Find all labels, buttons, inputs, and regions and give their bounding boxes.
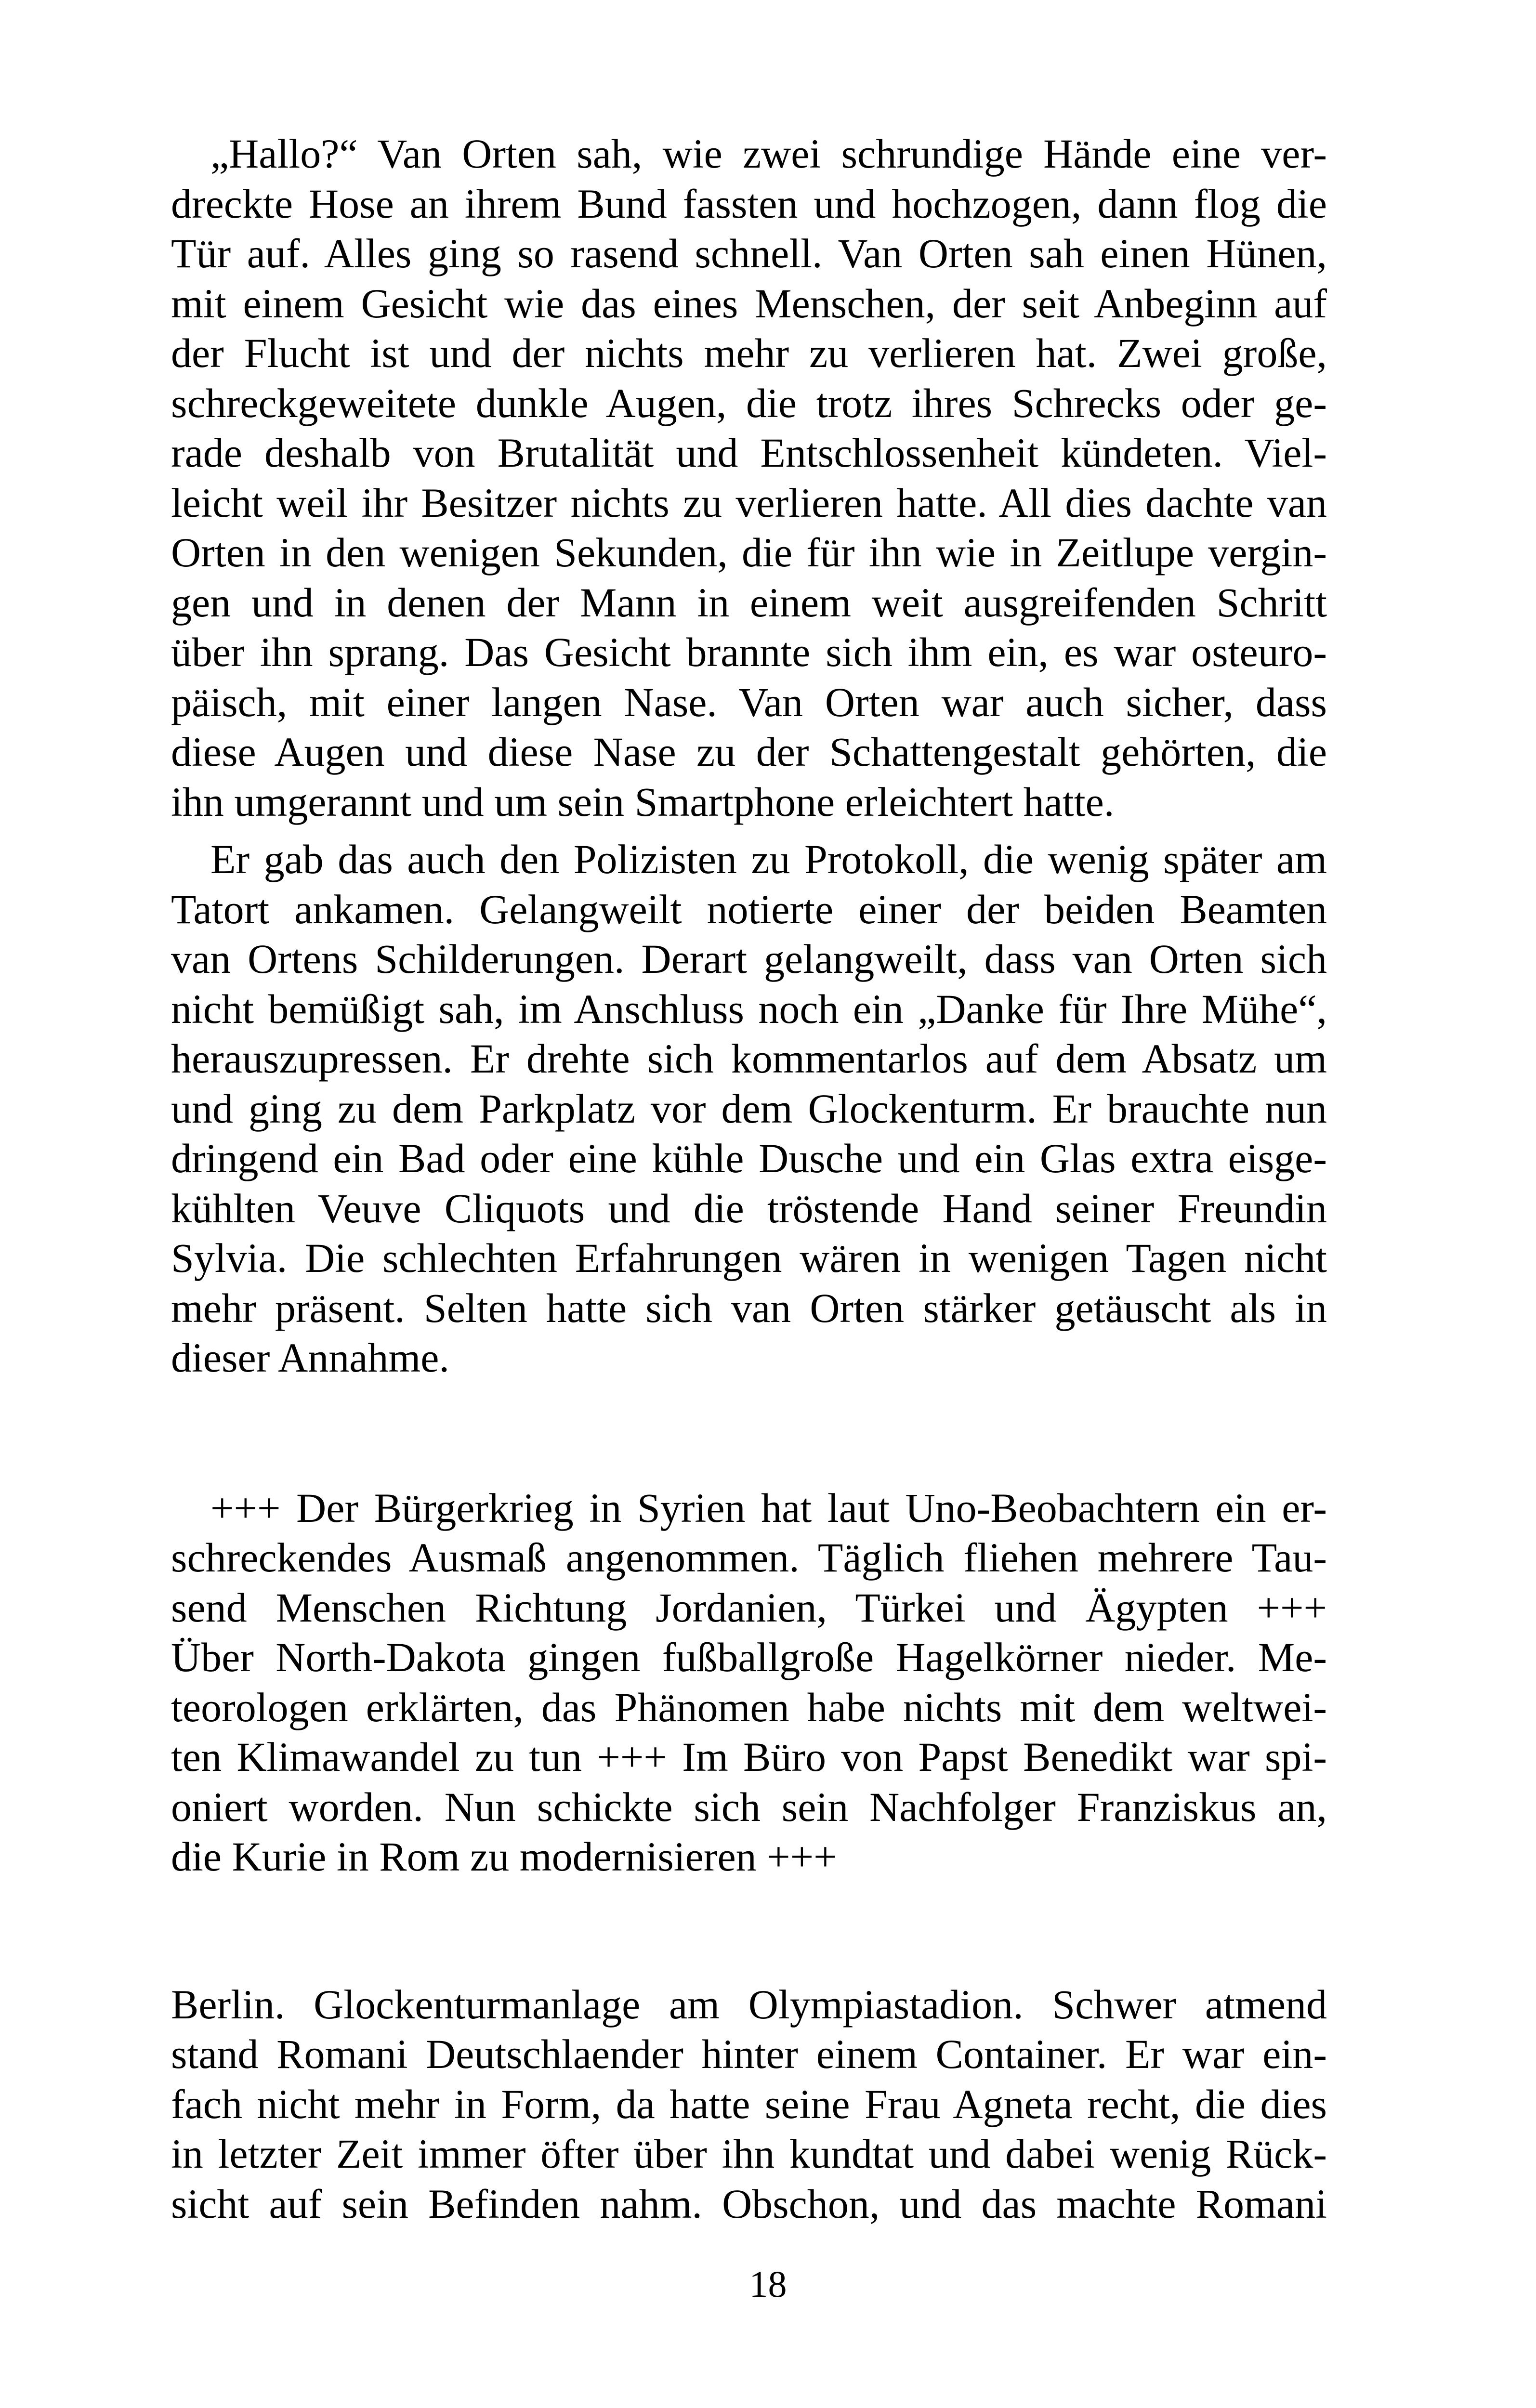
text-line: leicht weil ihr Besitzer nichts zu verlieren hatte. All dies dachte van — [171, 479, 1327, 526]
book-page-body — [171, 129, 1327, 2229]
text-line: mehr präsent. Selten hatte sich van Orten stärker getäuscht als in — [171, 1284, 1327, 1331]
paragraph-1 — [171, 129, 1327, 827]
text-line: der Flucht ist und der nichts mehr zu verlieren hat. Zwei große, — [171, 330, 1327, 376]
paragraph-4 — [171, 1980, 1327, 2229]
text-line: diese Augen und diese Nase zu der Schattengestalt gehörten, die — [171, 729, 1327, 775]
text-line: Berlin. Glockenturmanlage am Olympiastadion. Schwer atmend — [171, 1981, 1327, 2028]
text-line: päisch, mit einer langen Nase. Van Orten war auch sicher, dass — [171, 679, 1327, 725]
text-line: in letzter Zeit immer öfter über ihn kundtat und dabei wenig Rück- — [171, 2131, 1327, 2177]
text-line: ihn umgerannt und um sein Smartphone erleichtert hatte. — [171, 778, 1115, 825]
text-line: Er gab das auch den Polizisten zu Protokoll, die wenig später am — [210, 836, 1327, 882]
page-number: 18 — [749, 2263, 787, 2305]
text-line: send Menschen Richtung Jordanien, Türkei und Ägypten +++ — [171, 1584, 1327, 1631]
text-line: +++ Der Bürgerkrieg in Syrien hat laut Uno-Beobachtern ein er- — [210, 1484, 1327, 1531]
text-line: rade deshalb von Brutalität und Entschlossenheit kündeten. Viel- — [171, 430, 1327, 476]
news-ticker-paragraph — [171, 1483, 1327, 1882]
text-line: mit einem Gesicht wie das eines Menschen, der seit Anbeginn auf — [171, 280, 1327, 327]
text-line: teorologen erklärten, das Phänomen habe nichts mit dem weltwei- — [171, 1684, 1327, 1730]
text-line: dieser Annahme. — [171, 1335, 449, 1381]
text-line: dringend ein Bad oder eine kühle Dusche und ein Glas extra eisge- — [171, 1135, 1327, 1181]
text-line: Tatort ankamen. Gelangweilt notierte einer der beiden Beamten — [171, 886, 1327, 932]
text-line: dreckte Hose an ihrem Bund fassten und hochzogen, dann flog die — [171, 180, 1327, 227]
text-line: nicht bemüßigt sah, im Anschluss noch ein „Danke für Ihre Mühe“, — [171, 985, 1327, 1032]
text-line: gen und in denen der Mann in einem weit ausgreifenden Schritt — [171, 579, 1327, 626]
text-line: „Hallo?“ Van Orten sah, wie zwei schrundige Hände eine ver- — [210, 131, 1327, 177]
text-line: stand Romani Deutschlaender hinter einem Container. Er war ein- — [171, 2031, 1327, 2077]
text-line: die Kurie in Rom zu modernisieren +++ — [171, 1833, 837, 1880]
paragraph-2 — [171, 835, 1327, 1383]
text-line: herauszupressen. Er drehte sich kommentarlos auf dem Absatz um — [171, 1035, 1327, 1082]
text-line: Tür auf. Alles ging so rasend schnell. Van Orten sah einen Hünen, — [171, 230, 1327, 276]
text-line: schreckendes Ausmaß angenommen. Täglich fliehen mehrere Tau- — [171, 1534, 1327, 1581]
text-line: schreckgeweitete dunkle Augen, die trotz ihres Schrecks oder ge- — [171, 380, 1327, 426]
text-line: fach nicht mehr in Form, da hatte seine Frau Agneta recht, die dies — [171, 2081, 1327, 2127]
text-line: und ging zu dem Parkplatz vor dem Glockenturm. Er brauchte nun — [171, 1085, 1327, 1132]
text-line: sicht auf sein Befinden nahm. Obschon, und das machte Romani — [171, 2180, 1327, 2227]
text-line: van Ortens Schilderungen. Derart gelangweilt, dass van Orten sich — [171, 936, 1327, 982]
text-line: Über North-Dakota gingen fußballgroße Hagelkörner nieder. Me- — [171, 1634, 1327, 1680]
text-line: Orten in den wenigen Sekunden, die für ihn wie in Zeitlupe vergin- — [171, 529, 1327, 576]
text-line: über ihn sprang. Das Gesicht brannte sich ihm ein, es war osteuro- — [171, 629, 1327, 675]
text-line: Sylvia. Die schlechten Erfahrungen wären in wenigen Tagen nicht — [171, 1235, 1327, 1281]
text-line: kühlten Veuve Cliquots und die tröstende Hand seiner Freundin — [171, 1185, 1327, 1231]
text-line: oniert worden. Nun schickte sich sein Nachfolger Franziskus an, — [171, 1783, 1327, 1830]
text-line: ten Klimawandel zu tun +++ Im Büro von Papst Benedikt war spi- — [171, 1734, 1327, 1780]
